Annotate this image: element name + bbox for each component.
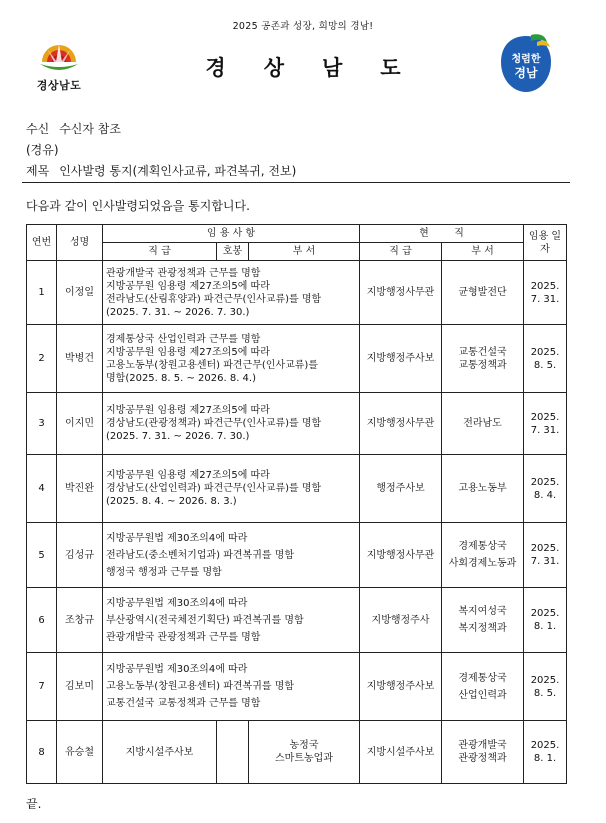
- appoint-line: 행정국 행정과 근무를 명함: [106, 566, 222, 578]
- row-cur-grade: 지방행정사무관: [360, 523, 442, 588]
- row-cur-dept: [442, 393, 524, 455]
- date-line: 7. 31.: [530, 424, 560, 436]
- row-cur-grade: 지방행정주사: [360, 588, 442, 653]
- row-cur-dept: [442, 455, 524, 523]
- recipient-value: 수신자 참조: [59, 122, 121, 136]
- row-date: [524, 523, 567, 588]
- row-no: 8: [27, 721, 57, 784]
- row-date: [524, 393, 567, 455]
- header-dept: 부 서: [249, 243, 360, 261]
- header-date: 임용 일자: [524, 225, 567, 261]
- row-appoint: [103, 653, 360, 721]
- appoint-line: (2025. 7. 31. ~ 2026. 7. 30.): [106, 306, 250, 318]
- appoint-line: 전라남도(중소벤처기업과) 파견복귀를 명함: [106, 549, 295, 561]
- row-grade: 지방시설주사보: [103, 721, 217, 784]
- cur-dept-line: 복지정책과: [458, 623, 507, 634]
- row-cur-dept: [442, 261, 524, 325]
- row-appoint: [103, 523, 360, 588]
- table-row: [27, 325, 567, 393]
- subject-value: 인사발령 통지(계획인사교류, 파견복귀, 전보): [59, 164, 297, 178]
- table-row: [27, 588, 567, 653]
- row-date: [524, 325, 567, 393]
- row-name: 조창규: [57, 588, 103, 653]
- date-line: 2025.: [530, 740, 560, 751]
- row-cur-grade: 지방행정사무관: [360, 261, 442, 325]
- date-line: 2025.: [530, 280, 560, 292]
- appoint-line: 교통건설국 교통정책과 근무를 명함: [106, 698, 261, 709]
- intro-text: 다음과 같이 인사발령되었음을 통지합니다.: [26, 199, 250, 213]
- row-no: 5: [27, 523, 57, 588]
- table-row: [27, 653, 567, 721]
- appoint-line: 지방공무원법 제30조의4에 따라: [106, 532, 248, 544]
- row-cur-dept: [442, 325, 524, 393]
- subject-label: 제목: [26, 164, 50, 178]
- integrity-logo: [497, 32, 555, 96]
- row-dept: [249, 721, 360, 784]
- cur-dept-line: 관광정책과: [458, 753, 507, 764]
- appoint-line: 고용노동부(창원고용센터) 파견복귀를 명함: [106, 681, 295, 692]
- row-no: 4: [27, 455, 57, 523]
- row-cur-grade: 행정주사보: [360, 455, 442, 523]
- date-line: 2025.: [530, 543, 560, 554]
- date-line: 2025.: [530, 411, 560, 423]
- appoint-line: 지방공무원 임용령 제27조의5에 따라: [106, 280, 270, 292]
- appoint-line: 경상남도(산업인력과) 파견근무(인사교류)를 명함: [106, 483, 322, 494]
- row-appoint: [103, 325, 360, 393]
- row-name: 유승철: [57, 721, 103, 784]
- cur-dept-line: 경제통상국: [458, 541, 507, 552]
- appoint-line: 고용노동부(창원고용센터) 파견근무(인사교류)를: [106, 359, 318, 371]
- logo-text: 경상남도: [36, 79, 82, 92]
- appoint-line: 경상남도(관광정책과) 파견근무(인사교류)를 명함: [106, 418, 322, 429]
- row-cur-grade: 지방시설주사보: [360, 721, 442, 784]
- row-date: [524, 261, 567, 325]
- via-line: (경유): [26, 143, 59, 157]
- subject-line: [26, 162, 296, 179]
- table-row: [27, 261, 567, 325]
- table-row: [27, 393, 567, 455]
- row-cur-dept: [442, 653, 524, 721]
- row-date: [524, 455, 567, 523]
- header-current: 현 직: [360, 225, 524, 243]
- header-grade: 직 급: [103, 243, 217, 261]
- logo-word-1: 청렴한: [511, 54, 541, 65]
- header-no: 연번: [27, 225, 57, 261]
- row-name: 이정일: [57, 261, 103, 325]
- header-step: 호봉: [217, 243, 249, 261]
- row-date: [524, 721, 567, 784]
- header-cur-grade: 직 급: [360, 243, 442, 261]
- row-appoint: [103, 588, 360, 653]
- row-name: 박병건: [57, 325, 103, 393]
- recipient-line: [26, 120, 121, 137]
- cur-dept-line: 산업인력과: [458, 689, 507, 701]
- header-appoint: 임 용 사 항: [103, 225, 360, 243]
- dept-line: 농정국: [289, 740, 319, 751]
- row-no: 7: [27, 653, 57, 721]
- row-appoint: [103, 455, 360, 523]
- appoint-line: 지방공무원법 제30조의4에 따라: [106, 664, 248, 675]
- slogan: 2025 공존과 성장, 희망의 경남!: [232, 21, 374, 32]
- divider: [22, 182, 570, 183]
- appoint-line: 지방공무원 임용령 제27조의5에 따라: [106, 346, 270, 358]
- appoint-line: 관광개발국 관광정책과 근무를 명함: [106, 267, 261, 279]
- appoint-line: 관광개발국 관광정책과 근무를 명함: [106, 631, 261, 643]
- row-no: 2: [27, 325, 57, 393]
- table-row: [27, 455, 567, 523]
- integrity-badge-icon: [497, 32, 555, 96]
- date-line: 7. 31.: [530, 556, 560, 567]
- appoint-line: 지방공무원 임용령 제27조의5에 따라: [106, 470, 270, 481]
- date-line: 8. 1.: [533, 753, 557, 764]
- cur-dept-line: 경제통상국: [458, 672, 507, 684]
- cur-dept-line: 교통건설국: [458, 346, 507, 358]
- row-cur-grade: 지방행정주사보: [360, 653, 442, 721]
- date-line: 7. 31.: [530, 293, 560, 305]
- date-line: 8. 4.: [533, 489, 557, 501]
- row-cur-grade: 지방행정사무관: [360, 393, 442, 455]
- row-name: 이지민: [57, 393, 103, 455]
- table-row: [27, 523, 567, 588]
- cur-dept-line: 고용노동부: [458, 483, 507, 494]
- row-date: [524, 653, 567, 721]
- date-line: 8. 1.: [533, 621, 557, 632]
- date-line: 2025.: [530, 674, 560, 686]
- row-appoint: [103, 261, 360, 325]
- row-name: 김성규: [57, 523, 103, 588]
- date-line: 2025.: [530, 476, 560, 488]
- appoint-line: 명함(2025. 8. 5. ~ 2026. 8. 4.): [106, 372, 256, 384]
- row-no: 1: [27, 261, 57, 325]
- date-line: 2025.: [530, 346, 560, 358]
- date-line: 8. 5.: [533, 359, 557, 371]
- appoint-line: 부산광역시(전국체전기획단) 파견복귀를 명함: [106, 614, 304, 626]
- row-appoint: [103, 393, 360, 455]
- cur-dept-line: 교통정책과: [458, 359, 507, 371]
- org-title: 경상남도: [205, 56, 439, 80]
- row-cur-dept: [442, 588, 524, 653]
- appoint-line: 경제통상국 산업인력과 근무를 명함: [106, 333, 261, 345]
- row-no: 6: [27, 588, 57, 653]
- date-line: 2025.: [530, 608, 560, 619]
- table-row: [27, 721, 567, 784]
- appoint-line: 지방공무원 임용령 제27조의5에 따라: [106, 405, 270, 416]
- row-date: [524, 588, 567, 653]
- appoint-line: (2025. 7. 31. ~ 2026. 7. 30.): [106, 431, 250, 442]
- recipient-label: 수신: [26, 122, 50, 136]
- cur-dept-line: 복지여성국: [458, 606, 507, 617]
- header-name: 성명: [57, 225, 103, 261]
- cur-dept-line: 균형발전단: [458, 287, 507, 298]
- row-cur-dept: [442, 721, 524, 784]
- logo-word-2: 경남: [514, 66, 538, 80]
- cur-dept-line: 사회경제노동과: [448, 558, 517, 569]
- cur-dept-line: 관광개발국: [458, 740, 507, 751]
- row-step: [217, 721, 249, 784]
- date-line: 8. 5.: [533, 687, 557, 699]
- appoint-line: (2025. 8. 4. ~ 2026. 8. 3.): [106, 496, 237, 507]
- row-name: 박진완: [57, 455, 103, 523]
- row-cur-dept: [442, 523, 524, 588]
- end-mark: 끝.: [26, 797, 42, 811]
- appoint-line: 전라남도(산림휴양과) 파견근무(인사교류)를 명함: [106, 293, 322, 305]
- dept-line: 스마트농업과: [275, 753, 333, 764]
- row-no: 3: [27, 393, 57, 455]
- row-cur-grade: 지방행정주사보: [360, 325, 442, 393]
- appoint-line: 지방공무원법 제30조의4에 따라: [106, 597, 248, 609]
- row-name: 김보미: [57, 653, 103, 721]
- header-cur-dept: 부 서: [442, 243, 524, 261]
- appointment-table: [26, 224, 567, 784]
- cur-dept-line: 전라남도: [463, 418, 502, 429]
